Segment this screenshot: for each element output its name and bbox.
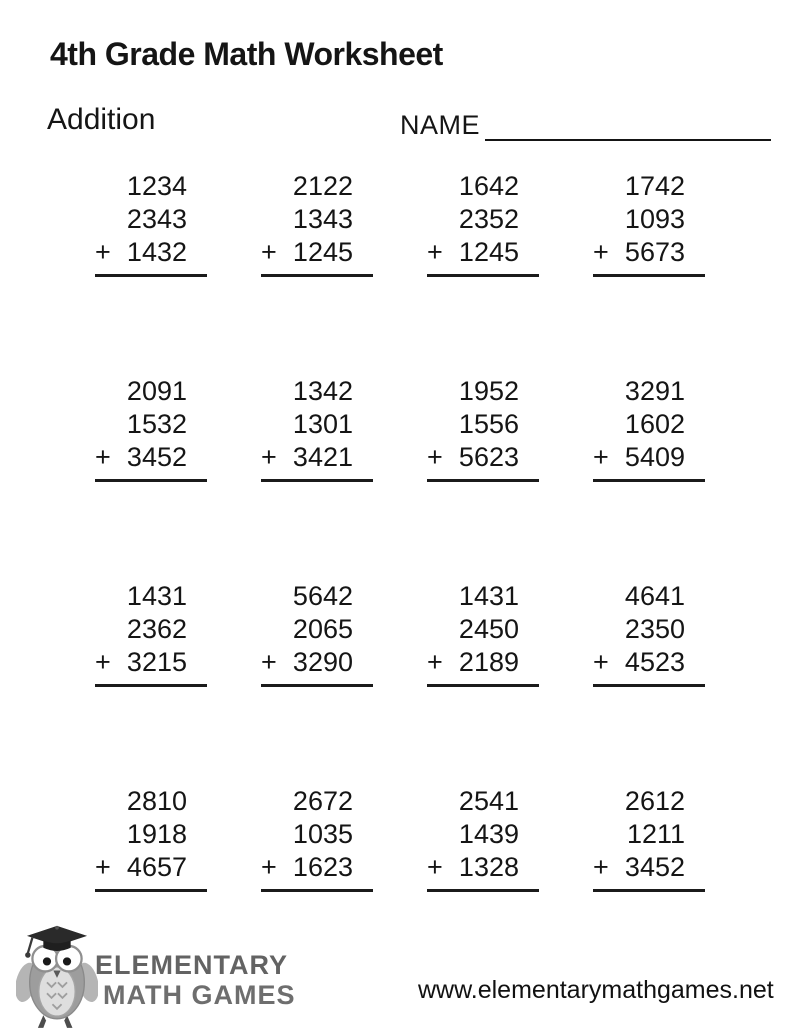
plus-icon: + [261, 852, 277, 882]
addend-row [427, 646, 539, 679]
addend: 1035 [292, 819, 353, 849]
addend-row [593, 236, 705, 269]
plus-icon: + [95, 442, 111, 472]
addend: 1343 [292, 204, 353, 234]
addend: 5409 [624, 442, 685, 472]
addend: 1623 [292, 852, 353, 882]
plus-icon: + [261, 237, 277, 267]
plus-icon: + [593, 237, 609, 267]
addend-row [95, 441, 207, 474]
addition-problem-8 [593, 375, 705, 580]
answer-line [427, 274, 539, 277]
answer-line [95, 684, 207, 687]
addend: 1431 [458, 581, 519, 611]
answer-line [593, 479, 705, 482]
plus-icon: + [95, 647, 111, 677]
addend: 1918 [126, 819, 187, 849]
addend-row [95, 851, 207, 884]
addition-problem-12 [593, 580, 705, 785]
addition-problem-1 [95, 170, 207, 375]
addend: 3452 [126, 442, 187, 472]
addend: 3452 [624, 852, 685, 882]
name-field [400, 110, 771, 141]
plus-icon: + [427, 237, 443, 267]
addend: 2672 [292, 786, 353, 816]
answer-line [593, 889, 705, 892]
addend: 1556 [458, 409, 519, 439]
plus-icon: + [593, 852, 609, 882]
answer-line [95, 889, 207, 892]
addend: 2091 [126, 376, 187, 406]
addend: 5623 [458, 442, 519, 472]
addend: 1328 [458, 852, 519, 882]
name-label: NAME [400, 110, 481, 140]
answer-line [261, 684, 373, 687]
addend-row [427, 441, 539, 474]
plus-icon: + [593, 442, 609, 472]
addend: 1093 [624, 204, 685, 234]
addend-row [427, 851, 539, 884]
addition-problem-3 [427, 170, 539, 375]
addition-problem-6 [261, 375, 373, 580]
addend: 1439 [458, 819, 519, 849]
answer-line [261, 274, 373, 277]
plus-icon: + [95, 237, 111, 267]
addend-row [261, 236, 373, 269]
addend: 1532 [126, 409, 187, 439]
logo-line1: ELEMENTARY [95, 950, 289, 980]
addend-row [95, 646, 207, 679]
addend: 1431 [126, 581, 187, 611]
logo-wordmark [95, 950, 296, 1010]
addend: 1234 [126, 171, 187, 201]
addend: 1952 [458, 376, 519, 406]
addend: 1742 [624, 171, 685, 201]
answer-line [427, 479, 539, 482]
addend: 2343 [126, 204, 187, 234]
addend: 1342 [292, 376, 353, 406]
answer-line [593, 274, 705, 277]
addend: 2189 [458, 647, 519, 677]
addend-row [427, 236, 539, 269]
page-title: 4th Grade Math Worksheet [50, 36, 443, 72]
addition-problem-4 [593, 170, 705, 375]
addend-row [593, 441, 705, 474]
addend: 4657 [126, 852, 187, 882]
footer [0, 918, 800, 1035]
addend: 2362 [126, 614, 187, 644]
owl-graduation-cap-icon [16, 920, 98, 1032]
addend: 4523 [624, 647, 685, 677]
addend: 1211 [626, 819, 685, 849]
addend: 2122 [292, 171, 353, 201]
addend: 2612 [624, 786, 685, 816]
answer-line [427, 684, 539, 687]
plus-icon: + [427, 647, 443, 677]
addend: 1432 [126, 237, 187, 267]
addend: 2810 [126, 786, 187, 816]
addend: 3421 [292, 442, 353, 472]
addition-problem-7 [427, 375, 539, 580]
addend-row [261, 851, 373, 884]
addend-row [593, 646, 705, 679]
section-heading: Addition [47, 103, 156, 136]
addend: 2450 [458, 614, 519, 644]
addend: 3290 [292, 647, 353, 677]
answer-line [427, 889, 539, 892]
addend: 1301 [292, 409, 353, 439]
problems-grid [95, 170, 759, 990]
addend: 1245 [292, 237, 353, 267]
plus-icon: + [261, 442, 277, 472]
addend-row [261, 646, 373, 679]
addition-problem-5 [95, 375, 207, 580]
name-blank-line [485, 111, 771, 141]
answer-line [261, 889, 373, 892]
addend: 1245 [458, 237, 519, 267]
addend: 2352 [458, 204, 519, 234]
plus-icon: + [427, 852, 443, 882]
addend: 2350 [624, 614, 685, 644]
answer-line [261, 479, 373, 482]
addition-problem-10 [261, 580, 373, 785]
addend: 2541 [458, 786, 519, 816]
addend: 2065 [292, 614, 353, 644]
plus-icon: + [427, 442, 443, 472]
addend: 3215 [126, 647, 187, 677]
plus-icon: + [95, 852, 111, 882]
addend: 4641 [624, 581, 685, 611]
answer-line [593, 684, 705, 687]
addend: 5642 [292, 581, 353, 611]
addend: 5673 [624, 237, 685, 267]
plus-icon: + [593, 647, 609, 677]
addend: 3291 [624, 376, 685, 406]
addition-problem-9 [95, 580, 207, 785]
answer-line [95, 479, 207, 482]
addend: 1642 [458, 171, 519, 201]
answer-line [95, 274, 207, 277]
addition-problem-11 [427, 580, 539, 785]
addition-problem-2 [261, 170, 373, 375]
website-url: www.elementarymathgames.net [418, 976, 774, 1004]
addend: 1602 [624, 409, 685, 439]
addend-row [261, 441, 373, 474]
addend-row [95, 236, 207, 269]
logo-line2: MATH GAMES [103, 980, 296, 1010]
plus-icon: + [261, 647, 277, 677]
addend-row [593, 851, 705, 884]
